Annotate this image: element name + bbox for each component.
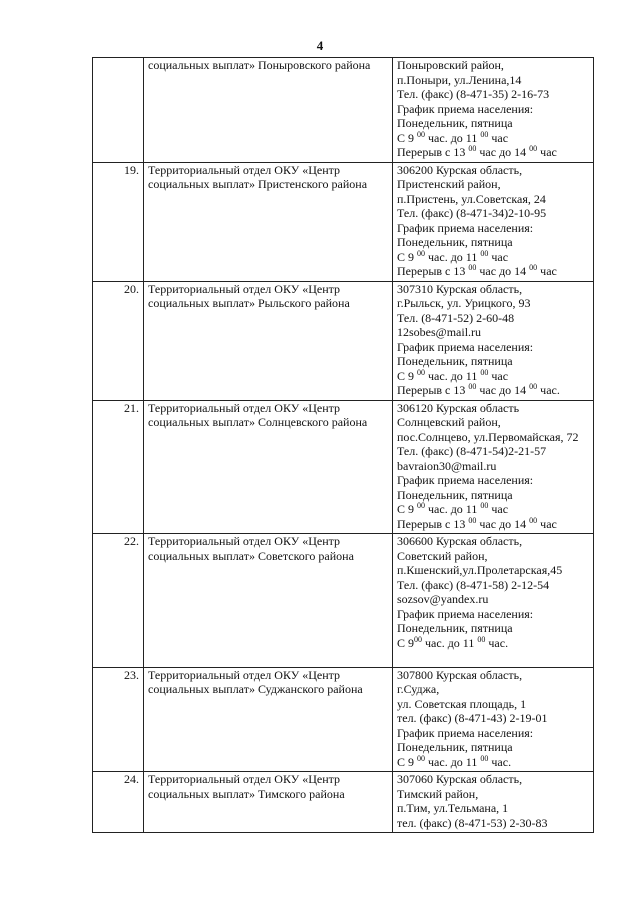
contact-line bbox=[397, 502, 589, 517]
contact-line: Понедельник, пятница bbox=[397, 235, 513, 249]
office-name: социальных выплат» Поныровского района bbox=[144, 58, 393, 163]
table-row bbox=[93, 162, 594, 281]
time-minutes: 00 bbox=[480, 367, 489, 377]
time-minutes: 00 bbox=[468, 515, 477, 525]
contact-line: пос.Солнцево, ул.Первомайская, 72 bbox=[397, 429, 579, 444]
contact-text: час. bbox=[488, 754, 512, 769]
row-number: 22. bbox=[93, 534, 144, 668]
office-name: Территориальный отдел ОКУ «Центр социальных выплат» Советского района bbox=[144, 534, 393, 668]
row-number: 19. bbox=[93, 162, 144, 281]
contact-line: п.Поныри, ул.Ленина,14 bbox=[397, 72, 522, 87]
time-minutes: 00 bbox=[417, 753, 426, 763]
contact-text: С 9 bbox=[397, 249, 418, 264]
page-number: 4 bbox=[316, 38, 324, 53]
contact-line: Поныровский район, bbox=[397, 58, 504, 72]
row-number: 20. bbox=[93, 281, 144, 400]
contact-line: 307310 Курская область, bbox=[397, 281, 523, 296]
row-number bbox=[93, 58, 144, 163]
time-minutes: 00 bbox=[480, 501, 489, 510]
time-minutes: 00 bbox=[417, 248, 426, 258]
contact-line: 12sobes@mail.ru bbox=[397, 325, 482, 339]
contact-text: час до 14 bbox=[476, 145, 530, 159]
time-minutes: 00 bbox=[417, 129, 426, 139]
contact-text: час bbox=[537, 264, 557, 278]
contact-text: час до 14 bbox=[476, 516, 530, 531]
row-number: 23. bbox=[93, 667, 144, 772]
office-name: Территориальный отдел ОКУ «Центр социальных выплат» Суджанского района bbox=[144, 667, 393, 772]
contact-text: час. bbox=[537, 383, 560, 397]
time-minutes: 00 bbox=[468, 382, 477, 391]
row-number: 21. bbox=[93, 400, 144, 534]
contact-text: С 9 bbox=[397, 130, 418, 145]
time-minutes: 00 bbox=[529, 515, 538, 525]
time-minutes: 00 bbox=[417, 501, 426, 510]
contact-text: С 9 bbox=[397, 368, 418, 383]
contact-line bbox=[397, 250, 589, 265]
contact-line: Солнцевский район, bbox=[397, 415, 501, 429]
contact-line: 307060 Курская область, bbox=[397, 772, 523, 786]
contact-text: Перерыв с 13 bbox=[397, 264, 469, 278]
contact-line: Понедельник, пятница bbox=[397, 116, 513, 130]
time-minutes: 00 bbox=[480, 753, 489, 763]
contact-text: час bbox=[488, 502, 509, 516]
contact-text: час. до 11 bbox=[425, 130, 481, 145]
contact-text: час. до 11 bbox=[425, 754, 481, 769]
time-minutes: 00 bbox=[480, 248, 489, 258]
contact-line: тел. (факс) (8-471-53) 2-30-83 bbox=[397, 815, 548, 830]
contact-text: С 9 bbox=[397, 635, 415, 650]
contact-line: Понедельник, пятница bbox=[397, 354, 513, 368]
time-minutes: 00 bbox=[417, 367, 426, 377]
contact-line: bavraion30@mail.ru bbox=[397, 458, 497, 473]
time-minutes: 00 bbox=[468, 263, 477, 272]
row-number: 24. bbox=[93, 772, 144, 833]
table-row bbox=[93, 281, 594, 400]
contact-line: Тимский район, bbox=[397, 786, 479, 801]
office-contacts bbox=[393, 281, 594, 400]
table-row bbox=[93, 772, 594, 833]
contact-line: Советский район, bbox=[397, 548, 488, 563]
contact-line: п.Тим, ул.Тельмана, 1 bbox=[397, 801, 509, 815]
contact-text: час. до 11 bbox=[422, 635, 478, 650]
contact-line: 307800 Курская область, bbox=[397, 667, 523, 682]
contact-line: Тел. (8-471-52) 2-60-48 bbox=[397, 310, 515, 325]
contact-line bbox=[397, 636, 589, 651]
contact-line bbox=[397, 145, 589, 160]
time-minutes: 00 bbox=[468, 144, 477, 153]
contact-line: тел. (факс) (8-471-43) 2-19-01 bbox=[397, 711, 548, 725]
contact-line: sozsov@yandex.ru bbox=[397, 592, 489, 606]
contact-line bbox=[397, 383, 589, 398]
contact-line bbox=[397, 131, 589, 146]
contact-line bbox=[397, 650, 589, 665]
contact-line bbox=[397, 264, 589, 279]
contact-line: Тел. (факс) (8-471-35) 2-16-73 bbox=[397, 87, 550, 101]
contact-line bbox=[397, 517, 589, 532]
contact-line: Понедельник, пятница bbox=[397, 487, 513, 502]
contact-text: Перерыв с 13 bbox=[397, 145, 469, 159]
contact-text: час. до 11 bbox=[425, 249, 481, 264]
contact-line: Тел. (факс) (8-471-34)2-10-95 bbox=[397, 206, 547, 220]
offices-table bbox=[92, 57, 594, 833]
contact-line: График приема населения: bbox=[397, 473, 534, 487]
contact-text: час bbox=[488, 130, 509, 145]
contact-line: График приема населения: bbox=[397, 606, 534, 621]
contact-line: г.Рыльск, ул. Урицкого, 93 bbox=[397, 296, 531, 310]
contact-text: час. до 11 bbox=[425, 502, 481, 516]
contact-text: Перерыв с 13 bbox=[397, 516, 469, 531]
contact-text: час. до 11 bbox=[425, 368, 481, 383]
table-row bbox=[93, 400, 594, 534]
contact-line: 306200 Курская область, bbox=[397, 162, 523, 177]
contact-line: п.Пристень, ул.Советская, 24 bbox=[397, 191, 546, 206]
contact-text: час до 14 bbox=[476, 264, 530, 278]
time-minutes: 00 bbox=[477, 634, 486, 644]
contact-line: ул. Советская площадь, 1 bbox=[397, 696, 527, 711]
contact-text: час bbox=[488, 368, 509, 383]
contact-line bbox=[397, 755, 589, 770]
contact-text: час bbox=[537, 516, 557, 531]
time-minutes: 00 bbox=[529, 144, 538, 153]
contact-line: Тел. (факс) (8-471-58) 2-12-54 bbox=[397, 577, 550, 592]
contact-line: г.Суджа, bbox=[397, 682, 440, 696]
contact-text: час до 14 bbox=[476, 383, 530, 397]
contact-line bbox=[397, 369, 589, 384]
office-contacts bbox=[393, 772, 594, 833]
contact-line: График приема населения: bbox=[397, 725, 534, 740]
office-contacts bbox=[393, 667, 594, 772]
contact-text: час bbox=[488, 249, 509, 264]
contact-line: График приема населения: bbox=[397, 339, 534, 354]
contact-line: 306120 Курская область bbox=[397, 400, 520, 415]
contact-line: 306600 Курская область, bbox=[397, 534, 523, 548]
time-minutes: 00 bbox=[480, 129, 489, 139]
office-name: Территориальный отдел ОКУ «Центр социальных выплат» Солнцевского района bbox=[144, 400, 393, 534]
time-minutes: 00 bbox=[529, 263, 538, 272]
office-contacts bbox=[393, 58, 594, 163]
time-minutes: 00 bbox=[529, 382, 538, 391]
table-row bbox=[93, 667, 594, 772]
contact-line: График приема населения: bbox=[397, 101, 534, 116]
office-contacts bbox=[393, 400, 594, 534]
office-contacts bbox=[393, 534, 594, 668]
table-row bbox=[93, 58, 594, 163]
contact-text: час. bbox=[485, 635, 509, 650]
time-minutes: 00 bbox=[414, 634, 423, 644]
office-name: Территориальный отдел ОКУ «Центр социальных выплат» Пристенского района bbox=[144, 162, 393, 281]
contact-line: Понедельник, пятница bbox=[397, 740, 513, 754]
contact-line: Тел. (факс) (8-471-54)2-21-57 bbox=[397, 444, 547, 458]
offices-table-body bbox=[93, 58, 594, 833]
table-row bbox=[93, 534, 594, 668]
contact-text: С 9 bbox=[397, 502, 418, 516]
office-contacts bbox=[393, 162, 594, 281]
contact-line: График приема населения: bbox=[397, 220, 534, 235]
contact-line: п.Кшенский,ул.Пролетарская,45 bbox=[397, 563, 563, 577]
contact-text: час bbox=[537, 145, 557, 159]
office-name: Территориальный отдел ОКУ «Центр социальных выплат» Рыльского района bbox=[144, 281, 393, 400]
office-name: Территориальный отдел ОКУ «Центр социальных выплат» Тимского района bbox=[144, 772, 393, 833]
contact-line: Пристенский район, bbox=[397, 177, 501, 191]
contact-line: Понедельник, пятница bbox=[397, 621, 513, 635]
contact-text: Перерыв с 13 bbox=[397, 383, 469, 397]
contact-text: С 9 bbox=[397, 754, 418, 769]
